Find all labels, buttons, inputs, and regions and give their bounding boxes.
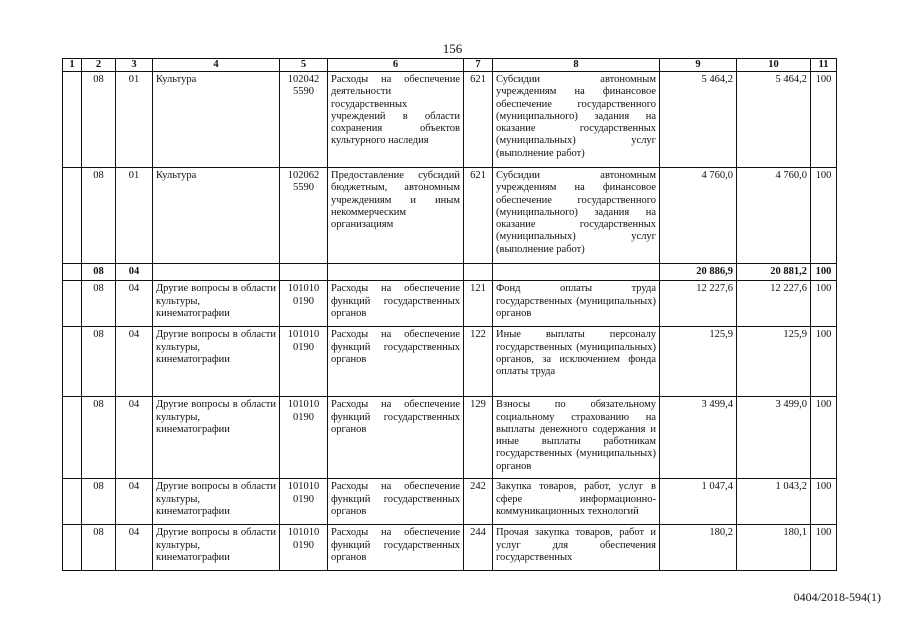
- cell-planned: 20 886,9: [660, 264, 737, 281]
- cell-index: [63, 72, 82, 168]
- header-cell: 4: [153, 59, 280, 72]
- cell-target-article: 102062 5590: [280, 168, 328, 264]
- cell-expense-type: 129: [464, 397, 493, 479]
- cell-expense-type-name: Взносы по обязательному социальному страхованию на выплаты денежного содержания и иные выплаты работникам государственных (муниципальных) органов: [493, 397, 660, 479]
- cell-expense-type: 122: [464, 327, 493, 397]
- table-row-subtotal: [63, 264, 837, 281]
- cell-percent: 100: [811, 72, 837, 168]
- cell-actual: 3 499,0: [737, 397, 811, 479]
- cell-subsection: 04: [116, 264, 153, 281]
- table-row: [63, 525, 837, 571]
- cell-percent: 100: [811, 168, 837, 264]
- page-number: 156: [442, 41, 463, 56]
- cell-planned: 5 464,2: [660, 72, 737, 168]
- cell-index: [63, 525, 82, 571]
- cell-actual: 12 227,6: [737, 281, 811, 327]
- cell-subsection: 01: [116, 72, 153, 168]
- cell-subsection: 04: [116, 479, 153, 525]
- header-cell: 10: [737, 59, 811, 72]
- cell-expense-type-name: Субсидии автономным учреждениям на финансовое обеспечение государственного (муниципального) задания на оказание государственных (муниципальных) услуг (выполнение работ): [493, 168, 660, 264]
- cell-subsection-name: Другие вопросы в области культуры, кинематографии: [153, 327, 280, 397]
- cell-index: [63, 327, 82, 397]
- cell-expense-type-name: Иные выплаты персоналу государственных (муниципальных) органов, за исключением фонда оплаты труда: [493, 327, 660, 397]
- cell-expense-type-name: Фонд оплаты труда государственных (муниципальных) органов: [493, 281, 660, 327]
- cell-planned: 4 760,0: [660, 168, 737, 264]
- cell-target-article: 101010 0190: [280, 479, 328, 525]
- header-cell: 9: [660, 59, 737, 72]
- header-cell: 2: [82, 59, 116, 72]
- cell-subsection: 04: [116, 397, 153, 479]
- table-row: [63, 168, 837, 264]
- cell-actual: 125,9: [737, 327, 811, 397]
- cell-expense-type: 621: [464, 72, 493, 168]
- header-row: [63, 59, 837, 72]
- cell-target-article: 101010 0190: [280, 281, 328, 327]
- cell-article-name: Расходы на обеспечение функций государственных органов: [328, 397, 464, 479]
- table-row: [63, 479, 837, 525]
- cell-planned: 125,9: [660, 327, 737, 397]
- cell-article-name: Расходы на обеспечение деятельности государственных учреждений в области сохранения объектов культурного наследия: [328, 72, 464, 168]
- header-cell: 8: [493, 59, 660, 72]
- cell-section: 08: [82, 479, 116, 525]
- header-cell: 1: [63, 59, 82, 72]
- cell-percent: 100: [811, 327, 837, 397]
- cell-actual: 180,1: [737, 525, 811, 571]
- cell-planned: 1 047,4: [660, 479, 737, 525]
- header-cell: 5: [280, 59, 328, 72]
- cell-index: [63, 264, 82, 281]
- cell-expense-type-name: Закупка товаров, работ, услуг в сфере информационно-коммуникационных технологий: [493, 479, 660, 525]
- cell-expense-type: [464, 264, 493, 281]
- cell-subsection: 01: [116, 168, 153, 264]
- header-cell: 7: [464, 59, 493, 72]
- cell-article-name: Расходы на обеспечение функций государственных органов: [328, 525, 464, 571]
- cell-expense-type-name: Субсидии автономным учреждениям на финансовое обеспечение государственного (муниципального) задания на оказание государственных (муниципальных) услуг (выполнение работ): [493, 72, 660, 168]
- cell-percent: 100: [811, 281, 837, 327]
- cell-section: 08: [82, 281, 116, 327]
- cell-target-article: 101010 0190: [280, 525, 328, 571]
- cell-subsection: 04: [116, 525, 153, 571]
- cell-expense-type: 621: [464, 168, 493, 264]
- cell-percent: 100: [811, 525, 837, 571]
- header-cell: 6: [328, 59, 464, 72]
- cell-target-article: [280, 264, 328, 281]
- cell-actual: 1 043,2: [737, 479, 811, 525]
- cell-article-name: Предоставление субсидий бюджетным, автономным учреждениям и иным некоммерческим организациям: [328, 168, 464, 264]
- cell-expense-type-name: Прочая закупка товаров, работ и услуг для обеспечения государственных: [493, 525, 660, 571]
- cell-index: [63, 281, 82, 327]
- cell-subsection-name: Другие вопросы в области культуры, кинематографии: [153, 525, 280, 571]
- cell-article-name: Расходы на обеспечение функций государственных органов: [328, 327, 464, 397]
- cell-percent: 100: [811, 397, 837, 479]
- cell-actual: 20 881,2: [737, 264, 811, 281]
- cell-section: 08: [82, 168, 116, 264]
- cell-actual: 5 464,2: [737, 72, 811, 168]
- cell-article-name: Расходы на обеспечение функций государственных органов: [328, 479, 464, 525]
- cell-article-name: [328, 264, 464, 281]
- cell-target-article: 101010 0190: [280, 397, 328, 479]
- budget-table: [62, 58, 837, 571]
- cell-section: 08: [82, 525, 116, 571]
- cell-percent: 100: [811, 264, 837, 281]
- cell-subsection: 04: [116, 281, 153, 327]
- cell-article-name: Расходы на обеспечение функций государственных органов: [328, 281, 464, 327]
- cell-expense-type: 121: [464, 281, 493, 327]
- cell-subsection-name: [153, 264, 280, 281]
- cell-planned: 3 499,4: [660, 397, 737, 479]
- cell-target-article: 102042 5590: [280, 72, 328, 168]
- cell-index: [63, 168, 82, 264]
- cell-subsection-name: Другие вопросы в области культуры, кинематографии: [153, 397, 280, 479]
- cell-section: 08: [82, 397, 116, 479]
- table-row: [63, 72, 837, 168]
- cell-index: [63, 479, 82, 525]
- cell-planned: 180,2: [660, 525, 737, 571]
- header-cell: 11: [811, 59, 837, 72]
- header-cell: 3: [116, 59, 153, 72]
- cell-expense-type: 244: [464, 525, 493, 571]
- cell-expense-type-name: [493, 264, 660, 281]
- cell-subsection-name: Другие вопросы в области культуры, кинематографии: [153, 479, 280, 525]
- table-row: [63, 397, 837, 479]
- cell-section: 08: [82, 327, 116, 397]
- table-row: [63, 327, 837, 397]
- cell-section: 08: [82, 264, 116, 281]
- cell-subsection: 04: [116, 327, 153, 397]
- table-row: [63, 281, 837, 327]
- cell-actual: 4 760,0: [737, 168, 811, 264]
- cell-section: 08: [82, 72, 116, 168]
- cell-percent: 100: [811, 479, 837, 525]
- cell-subsection-name: Другие вопросы в области культуры, кинематографии: [153, 281, 280, 327]
- cell-index: [63, 397, 82, 479]
- cell-subsection-name: Культура: [153, 168, 280, 264]
- cell-planned: 12 227,6: [660, 281, 737, 327]
- cell-target-article: 101010 0190: [280, 327, 328, 397]
- cell-expense-type: 242: [464, 479, 493, 525]
- cell-subsection-name: Культура: [153, 72, 280, 168]
- document-code: 0404/2018-594(1): [793, 590, 881, 604]
